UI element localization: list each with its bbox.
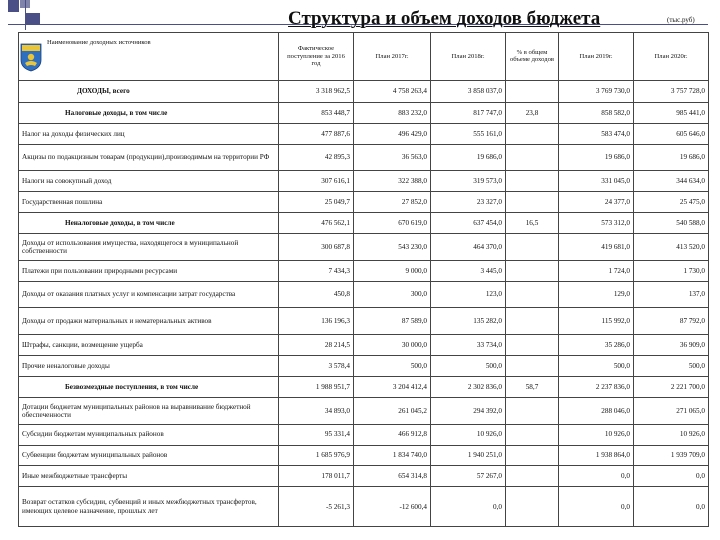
value-cell: 1 988 951,7 bbox=[279, 376, 354, 397]
value-cell: 555 161,0 bbox=[431, 123, 506, 144]
value-cell: 25 049,7 bbox=[279, 192, 354, 213]
value-cell: 1 939 709,0 bbox=[634, 445, 709, 466]
table-row bbox=[19, 234, 709, 261]
value-cell: 10 926,0 bbox=[559, 424, 634, 445]
value-cell: 95 331,4 bbox=[279, 424, 354, 445]
page-title: Структура и объем доходов бюджета bbox=[288, 8, 601, 29]
budget-table bbox=[18, 32, 709, 527]
row-name-cell: Неналоговые доходы, в том числе bbox=[19, 213, 279, 234]
row-name-cell: Субвенции бюджетам муниципальных районов bbox=[19, 445, 279, 466]
share-cell bbox=[506, 487, 559, 527]
value-cell: 322 388,0 bbox=[354, 171, 431, 192]
value-cell: 0,0 bbox=[559, 487, 634, 527]
row-name-cell: Доходы от оказания платных услуг и компенсации затрат государства bbox=[19, 281, 279, 308]
value-cell: 23 327,0 bbox=[431, 192, 506, 213]
value-cell: 42 895,3 bbox=[279, 144, 354, 171]
table-row bbox=[19, 397, 709, 424]
value-cell: 670 619,0 bbox=[354, 213, 431, 234]
value-cell: 500,0 bbox=[431, 356, 506, 377]
value-cell: 654 314,8 bbox=[354, 466, 431, 487]
value-cell: 817 747,0 bbox=[431, 102, 506, 123]
share-cell bbox=[506, 144, 559, 171]
row-name-cell: Доходы от использования имущества, находящегося в муниципальной собственности bbox=[19, 234, 279, 261]
table-row bbox=[19, 144, 709, 171]
share-cell: 16,5 bbox=[506, 213, 559, 234]
table-row bbox=[19, 335, 709, 356]
value-cell: 500,0 bbox=[354, 356, 431, 377]
value-cell: 33 734,0 bbox=[431, 335, 506, 356]
header-plan-2019: План 2019г. bbox=[559, 33, 634, 81]
value-cell: 2 237 836,0 bbox=[559, 376, 634, 397]
value-cell: 87 792,0 bbox=[634, 308, 709, 335]
value-cell: 883 232,0 bbox=[354, 102, 431, 123]
table-row bbox=[19, 192, 709, 213]
value-cell: 19 686,0 bbox=[431, 144, 506, 171]
value-cell: 4 758 263,4 bbox=[354, 80, 431, 102]
value-cell: 464 370,0 bbox=[431, 234, 506, 261]
value-cell: -12 600,4 bbox=[354, 487, 431, 527]
share-cell bbox=[506, 356, 559, 377]
value-cell: 466 912,8 bbox=[354, 424, 431, 445]
header-plan-2017: План 2017г. bbox=[354, 33, 431, 81]
share-cell bbox=[506, 335, 559, 356]
share-cell bbox=[506, 192, 559, 213]
row-name-cell: Дотации бюджетам муниципальных районов на выравнивание бюджетной обеспеченности bbox=[19, 397, 279, 424]
row-name-cell: Доходы от продажи материальных и нематериальных активов bbox=[19, 308, 279, 335]
value-cell: 129,0 bbox=[559, 281, 634, 308]
value-cell: 36 909,0 bbox=[634, 335, 709, 356]
value-cell: 34 893,0 bbox=[279, 397, 354, 424]
share-cell bbox=[506, 445, 559, 466]
value-cell: 1 730,0 bbox=[634, 260, 709, 281]
table-row bbox=[19, 487, 709, 527]
value-cell: 28 214,5 bbox=[279, 335, 354, 356]
row-name-cell: Субсидии бюджетам муниципальных районов bbox=[19, 424, 279, 445]
value-cell: 637 454,0 bbox=[431, 213, 506, 234]
value-cell: 476 562,1 bbox=[279, 213, 354, 234]
value-cell: 344 634,0 bbox=[634, 171, 709, 192]
table-row bbox=[19, 424, 709, 445]
value-cell: 0,0 bbox=[634, 487, 709, 527]
value-cell: 3 769 730,0 bbox=[559, 80, 634, 102]
value-cell: 10 926,0 bbox=[431, 424, 506, 445]
value-cell: 583 474,0 bbox=[559, 123, 634, 144]
value-cell: 135 282,0 bbox=[431, 308, 506, 335]
value-cell: 261 045,2 bbox=[354, 397, 431, 424]
value-cell: 0,0 bbox=[559, 466, 634, 487]
value-cell: 271 065,0 bbox=[634, 397, 709, 424]
value-cell: 288 046,0 bbox=[559, 397, 634, 424]
table-row bbox=[19, 466, 709, 487]
value-cell: 3 858 037,0 bbox=[431, 80, 506, 102]
table-row bbox=[19, 308, 709, 335]
share-cell: 58,7 bbox=[506, 376, 559, 397]
row-name-cell: Акцизы по подакцизным товарам (продукции),производимым на территории РФ bbox=[19, 144, 279, 171]
table-row bbox=[19, 171, 709, 192]
value-cell: 853 448,7 bbox=[279, 102, 354, 123]
value-cell: 0,0 bbox=[431, 487, 506, 527]
value-cell: 35 286,0 bbox=[559, 335, 634, 356]
value-cell: 3 445,0 bbox=[431, 260, 506, 281]
row-name-cell: Прочие неналоговые доходы bbox=[19, 356, 279, 377]
header-plan-2018: План 2018г. bbox=[431, 33, 506, 81]
row-name-cell: Налоги на совокупный доход bbox=[19, 171, 279, 192]
value-cell: 300 687,8 bbox=[279, 234, 354, 261]
value-cell: 2 302 836,0 bbox=[431, 376, 506, 397]
table-row bbox=[19, 356, 709, 377]
value-cell: 500,0 bbox=[559, 356, 634, 377]
share-cell bbox=[506, 397, 559, 424]
table-row bbox=[19, 102, 709, 123]
value-cell: 294 392,0 bbox=[431, 397, 506, 424]
unit-label: (тыс.руб) bbox=[667, 16, 695, 24]
value-cell: 7 434,3 bbox=[279, 260, 354, 281]
value-cell: 500,0 bbox=[634, 356, 709, 377]
value-cell: 25 475,0 bbox=[634, 192, 709, 213]
value-cell: 10 926,0 bbox=[634, 424, 709, 445]
row-name-cell: Налоговые доходы, в том числе bbox=[19, 102, 279, 123]
table-row bbox=[19, 445, 709, 466]
table-row bbox=[19, 260, 709, 281]
value-cell: 3 318 962,5 bbox=[279, 80, 354, 102]
share-cell bbox=[506, 466, 559, 487]
value-cell: 543 230,0 bbox=[354, 234, 431, 261]
value-cell: 1 834 740,0 bbox=[354, 445, 431, 466]
value-cell: 1 724,0 bbox=[559, 260, 634, 281]
table-row bbox=[19, 123, 709, 144]
decor-square-large bbox=[8, 0, 19, 12]
row-name-cell: ДОХОДЫ, всего bbox=[19, 80, 279, 102]
value-cell: 19 686,0 bbox=[634, 144, 709, 171]
value-cell: 3 204 412,4 bbox=[354, 376, 431, 397]
value-cell: 137,0 bbox=[634, 281, 709, 308]
value-cell: 477 887,6 bbox=[279, 123, 354, 144]
value-cell: 1 685 976,9 bbox=[279, 445, 354, 466]
value-cell: 27 852,0 bbox=[354, 192, 431, 213]
value-cell: 319 573,0 bbox=[431, 171, 506, 192]
table-row bbox=[19, 213, 709, 234]
value-cell: 136 196,3 bbox=[279, 308, 354, 335]
value-cell: 858 582,0 bbox=[559, 102, 634, 123]
value-cell: 985 441,0 bbox=[634, 102, 709, 123]
coat-of-arms-icon bbox=[20, 43, 42, 72]
value-cell: 450,8 bbox=[279, 281, 354, 308]
value-cell: 419 681,0 bbox=[559, 234, 634, 261]
table-row bbox=[19, 80, 709, 102]
header-name: Наименование доходных источников bbox=[19, 33, 279, 81]
value-cell: 3 578,4 bbox=[279, 356, 354, 377]
value-cell: 0,0 bbox=[634, 466, 709, 487]
value-cell: 57 267,0 bbox=[431, 466, 506, 487]
share-cell bbox=[506, 308, 559, 335]
row-name-cell: Иные межбюджетные трансферты bbox=[19, 466, 279, 487]
value-cell: 540 588,0 bbox=[634, 213, 709, 234]
value-cell: -5 261,3 bbox=[279, 487, 354, 527]
share-cell: 23,8 bbox=[506, 102, 559, 123]
share-cell bbox=[506, 171, 559, 192]
row-name-cell: Платежи при пользовании природными ресурсами bbox=[19, 260, 279, 281]
value-cell: 1 938 864,0 bbox=[559, 445, 634, 466]
share-cell bbox=[506, 123, 559, 144]
table-header-row bbox=[19, 33, 709, 81]
share-cell bbox=[506, 80, 559, 102]
value-cell: 87 589,0 bbox=[354, 308, 431, 335]
table-row bbox=[19, 376, 709, 397]
share-cell bbox=[506, 260, 559, 281]
table-row bbox=[19, 281, 709, 308]
value-cell: 2 221 700,0 bbox=[634, 376, 709, 397]
share-cell bbox=[506, 281, 559, 308]
value-cell: 30 000,0 bbox=[354, 335, 431, 356]
value-cell: 123,0 bbox=[431, 281, 506, 308]
header-fact-2016: Фактическое поступление за 2016 год bbox=[279, 33, 354, 81]
value-cell: 178 011,7 bbox=[279, 466, 354, 487]
value-cell: 605 646,0 bbox=[634, 123, 709, 144]
row-name-cell: Штрафы, санкции, возмещение ущерба bbox=[19, 335, 279, 356]
row-name-cell: Налог на доходы физических лиц bbox=[19, 123, 279, 144]
value-cell: 19 686,0 bbox=[559, 144, 634, 171]
value-cell: 9 000,0 bbox=[354, 260, 431, 281]
value-cell: 496 429,0 bbox=[354, 123, 431, 144]
header-share: % в общем объеме доходов bbox=[506, 33, 559, 81]
value-cell: 573 312,0 bbox=[559, 213, 634, 234]
decor-line-vertical bbox=[25, 0, 26, 30]
value-cell: 115 992,0 bbox=[559, 308, 634, 335]
value-cell: 413 520,0 bbox=[634, 234, 709, 261]
value-cell: 3 757 728,0 bbox=[634, 80, 709, 102]
value-cell: 300,0 bbox=[354, 281, 431, 308]
row-name-cell: Государственная пошлина bbox=[19, 192, 279, 213]
value-cell: 1 940 251,0 bbox=[431, 445, 506, 466]
share-cell bbox=[506, 234, 559, 261]
value-cell: 36 563,0 bbox=[354, 144, 431, 171]
row-name-cell: Возврат остатков субсидии, субвенций и иных межбюджетных трансфертов, имеющих целевое назначение, прошлых лет bbox=[19, 487, 279, 527]
value-cell: 307 616,1 bbox=[279, 171, 354, 192]
value-cell: 331 045,0 bbox=[559, 171, 634, 192]
share-cell bbox=[506, 424, 559, 445]
value-cell: 24 377,0 bbox=[559, 192, 634, 213]
row-name-cell: Безвозмездные поступления, в том числе bbox=[19, 376, 279, 397]
header-plan-2020: План 2020г. bbox=[634, 33, 709, 81]
